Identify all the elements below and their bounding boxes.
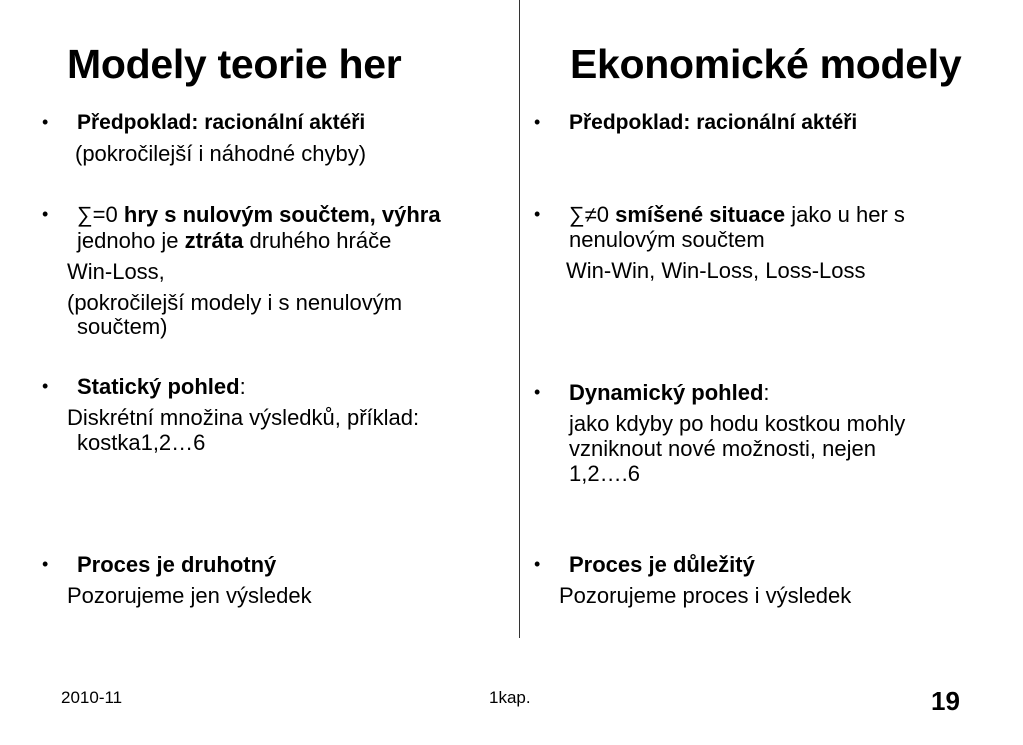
left-static-line3: kostka1,2…6 (77, 430, 206, 455)
column-divider (519, 0, 520, 638)
left-static-view: Statický pohled: (77, 374, 246, 399)
left-zero-sum-line2: jednoho je ztráta druhého hráče (77, 228, 392, 253)
bullet-icon: • (534, 204, 541, 224)
right-dynamic-line4: 1,2….6 (569, 461, 640, 486)
page-number: 19 (931, 686, 960, 716)
left-static-line2: Diskrétní množina výsledků, příklad: (67, 405, 420, 430)
left-assumption-label: Předpoklad: racionální aktéři (77, 111, 366, 134)
left-title: Modely teorie her (67, 41, 402, 87)
bullet-icon: • (42, 554, 49, 574)
bullet-icon: • (42, 376, 49, 396)
right-process-line2: Pozorujeme proces i výsledek (559, 583, 852, 608)
bullet-icon: • (534, 382, 541, 402)
right-dynamic-view: Dynamický pohled: (569, 380, 770, 405)
bullet-icon: • (534, 554, 541, 574)
right-assumption-label: Předpoklad: racionální aktéři (569, 111, 858, 134)
right-nonzero-line1: ∑≠0 smíšené situace jako u her s (569, 202, 905, 227)
right-process-label: Proces je důležitý (569, 552, 755, 577)
left-zero-sum-line1: ∑=0 hry s nulovým součtem, výhra (77, 202, 441, 227)
bullet-icon: • (42, 112, 49, 132)
right-nonzero-line2: nenulovým součtem (569, 227, 765, 252)
right-title: Ekonomické modely (570, 41, 962, 87)
footer-center: 1kap. (489, 688, 531, 707)
left-zero-sum-line5: součtem) (77, 314, 168, 339)
right-dynamic-line3: vzniknout nové možnosti, nejen (569, 436, 876, 461)
left-zero-sum-line3: Win-Loss, (67, 259, 165, 284)
footer-date: 2010-11 (61, 688, 123, 707)
bullet-icon: • (42, 204, 49, 224)
left-process-label: Proces je druhotný (77, 552, 277, 577)
bullet-icon: • (534, 112, 541, 132)
left-zero-sum-line4: (pokročilejší modely i s nenulovým (67, 290, 403, 315)
right-dynamic-line2: jako kdyby po hodu kostkou mohly (569, 411, 906, 436)
left-assumption-note: (pokročilejší i náhodné chyby) (75, 141, 367, 166)
left-process-line2: Pozorujeme jen výsledek (67, 583, 312, 608)
right-nonzero-line3: Win-Win, Win-Loss, Loss-Loss (566, 258, 866, 283)
